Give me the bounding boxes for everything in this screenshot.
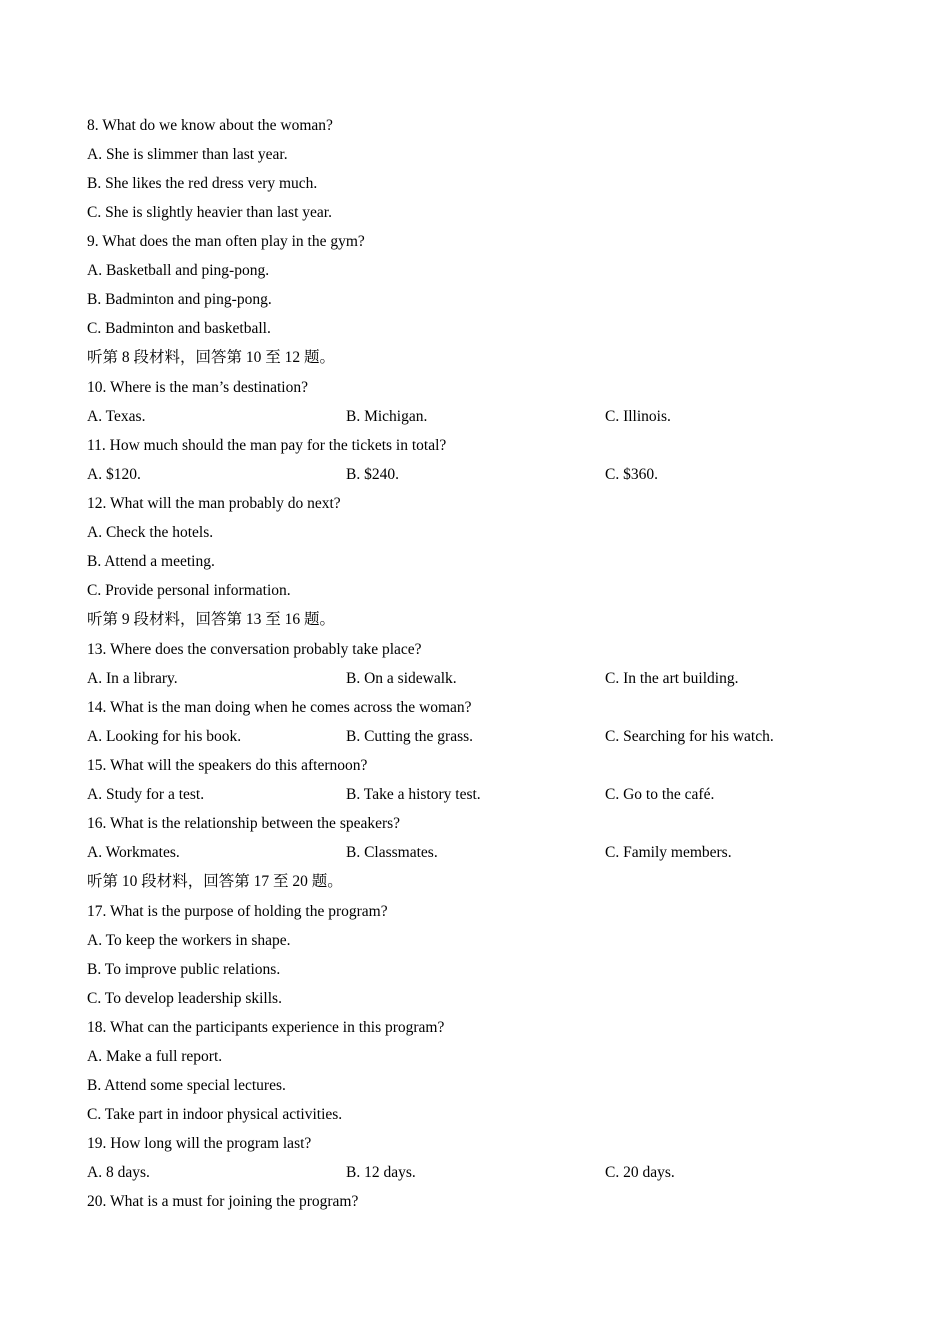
- question-text: 11. How much should the man pay for the tickets in total?: [87, 437, 447, 454]
- option-text: B. Badminton and ping-pong.: [87, 291, 272, 308]
- option-text: C. To develop leadership skills.: [87, 990, 282, 1007]
- option-row: [87, 1158, 887, 1187]
- question-text: 19. How long will the program last?: [87, 1135, 312, 1152]
- option-b: B. Cutting the grass.: [346, 728, 474, 745]
- section-instruction: 听第 10 段材料，回答第 17 至 20 题。: [87, 873, 343, 890]
- question-text: 8. What do we know about the woman?: [87, 117, 333, 134]
- question-text: 12. What will the man probably do next?: [87, 495, 341, 512]
- question-text: 15. What will the speakers do this afternoon?: [87, 757, 368, 774]
- option-a: A. $120.: [87, 466, 141, 483]
- option-a: A. 8 days.: [87, 1164, 150, 1181]
- option-c: C. $360.: [605, 466, 658, 483]
- question-text: 20. What is a must for joining the program?: [87, 1193, 359, 1210]
- option-row: [87, 402, 887, 431]
- option-text: A. Check the hotels.: [87, 524, 214, 541]
- question-text: 14. What is the man doing when he comes across the woman?: [87, 699, 472, 716]
- option-c: C. Go to the café.: [605, 786, 715, 803]
- question-text: 17. What is the purpose of holding the program?: [87, 903, 388, 920]
- option-b: B. $240.: [346, 466, 399, 483]
- option-row: [87, 664, 887, 693]
- option-row: [87, 722, 887, 751]
- option-c: C. In the art building.: [605, 670, 739, 687]
- option-text: A. Make a full report.: [87, 1048, 223, 1065]
- option-b: B. Classmates.: [346, 844, 438, 861]
- section-instruction: 听第 8 段材料，回答第 10 至 12 题。: [87, 349, 336, 366]
- question-text: 18. What can the participants experience in this program?: [87, 1019, 445, 1036]
- option-text: C. She is slightly heavier than last year.: [87, 204, 332, 221]
- option-text: B. Attend a meeting.: [87, 553, 215, 570]
- option-text: B. To improve public relations.: [87, 961, 281, 978]
- option-a: A. Workmates.: [87, 844, 180, 861]
- question-text: 9. What does the man often play in the gym?: [87, 233, 365, 250]
- option-a: A. In a library.: [87, 670, 178, 687]
- question-text: 13. Where does the conversation probably take place?: [87, 641, 422, 658]
- question-text: 10. Where is the man’s destination?: [87, 379, 308, 396]
- exam-questions: [87, 111, 887, 1216]
- option-b: B. Take a history test.: [346, 786, 481, 803]
- section-instruction: 听第 9 段材料，回答第 13 至 16 题。: [87, 611, 336, 628]
- option-c: C. Searching for his watch.: [605, 728, 774, 745]
- option-text: C. Provide personal information.: [87, 582, 291, 599]
- option-c: C. Illinois.: [605, 408, 671, 425]
- option-a: A. Texas.: [87, 408, 146, 425]
- option-c: C. Family members.: [605, 844, 732, 861]
- option-text: B. She likes the red dress very much.: [87, 175, 318, 192]
- option-text: B. Attend some special lectures.: [87, 1077, 286, 1094]
- option-text: A. To keep the workers in shape.: [87, 932, 291, 949]
- option-row: [87, 460, 887, 489]
- question-text: 16. What is the relationship between the speakers?: [87, 815, 401, 832]
- option-b: B. 12 days.: [346, 1164, 416, 1181]
- option-b: B. Michigan.: [346, 408, 428, 425]
- option-text: A. She is slimmer than last year.: [87, 146, 288, 163]
- option-c: C. 20 days.: [605, 1164, 675, 1181]
- option-b: B. On a sidewalk.: [346, 670, 457, 687]
- option-text: C. Badminton and basketball.: [87, 320, 271, 337]
- option-row: [87, 780, 887, 809]
- option-row: [87, 838, 887, 867]
- option-a: A. Study for a test.: [87, 786, 205, 803]
- option-text: C. Take part in indoor physical activities.: [87, 1106, 343, 1123]
- option-a: A. Looking for his book.: [87, 728, 242, 745]
- option-text: A. Basketball and ping-pong.: [87, 262, 270, 279]
